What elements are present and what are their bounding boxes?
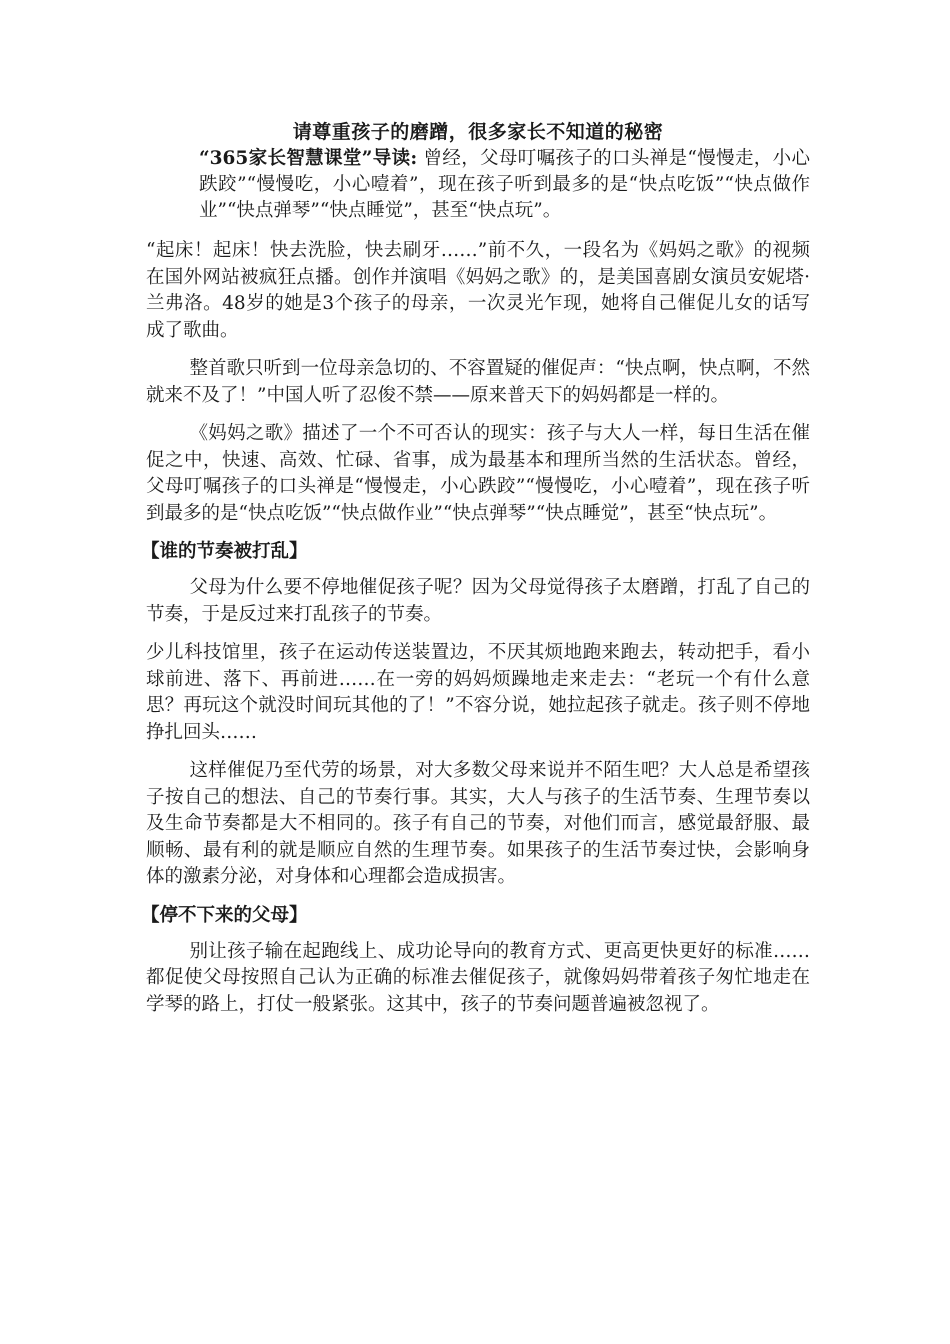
paragraph-7: 别让孩子输在起跑线上、成功论导向的教育方式、更高更快更好的标准……都促使父母按照自己认为正确的标准去催促孩子，就像妈妈带着孩子匆忙地走在学琴的路上，打仗一般紧张。这其中，孩子的节奏问题普遍被忽视了。 [146, 940, 810, 1015]
paragraph-5: 少儿科技馆里，孩子在运动传送装置边，不厌其烦地跑来跑去，转动把手，看小球前进、落下、再前进……在一旁的妈妈烦躁地走来走去：“老玩一个有什么意思？再玩这个就没时间玩其他的了！”不容分说，她拉起孩子就走。孩子则不停地挣扎回头…… [146, 642, 810, 743]
paragraph-2: 整首歌只听到一位母亲急切的、不容置疑的催促声：“快点啊，快点啊，不然就来不及了！”中国人听了忍俊不禁——原来普天下的妈妈都是一样的。 [146, 358, 810, 406]
document-page [141, 118, 811, 1030]
article-title: 请尊重孩子的磨蹭，很多家长不知道的秘密 [292, 121, 664, 143]
section-heading-1: 【谁的节奏被打乱】 [141, 541, 308, 562]
lead-paragraph [146, 146, 810, 224]
lead-first-line [146, 146, 810, 224]
paragraph-4: 父母为什么要不停地催促孩子呢？因为父母觉得孩子太磨蹭，打乱了自己的节奏，于是反过来打乱孩子的节奏。 [146, 577, 810, 625]
lead-text: 曾经，父母叮嘱孩子的口头禅是“慢慢走，小心跌跤”“慢慢吃，小心噎着”，现在孩子听到最多的是“快点吃饭”“快点做作业”“快点弹琴”“快点睡觉”，甚至“快点玩”。 [199, 148, 811, 221]
paragraph-1: “起床！起床！快去洗脸，快去刷牙……”前不久，一段名为《妈妈之歌》的视频在国外网站被疯狂点播。创作并演唱《妈妈之歌》的，是美国喜剧女演员安妮塔·兰弗洛。48岁的她是3个孩子的母亲，一次灵光乍现，她将自己催促儿女的话写成了歌曲。 [146, 240, 810, 341]
paragraph-3: 《妈妈之歌》描述了一个不可否认的现实：孩子与大人一样，每日生活在催促之中，快速、高效、忙碌、省事，成为最基本和理所当然的生活状态。曾经，父母叮嘱孩子的口头禅是“慢慢走，小心跌跤”“慢慢吃，小心噎着”，现在孩子听到最多的是“快点吃饭”“快点做作业”“快点弹琴”“快点睡觉”，甚至“快点玩”。 [146, 423, 810, 524]
lead-label: “365家长智慧课堂”导读: [199, 148, 418, 169]
section-heading-2: 【停不下来的父母】 [141, 904, 308, 926]
paragraph-6: 这样催促乃至代劳的场景，对大多数父母来说并不陌生吧？大人总是希望孩子按自己的想法、自己的节奏行事。其实，大人与孩子的生活节奏、生理节奏以及生命节奏都是大不相同的。孩子有自己的节奏，对他们而言，感觉最舒服、最顺畅、最有利的就是顺应自然的生理节奏。如果孩子的生活节奏过快，会影响身体的激素分泌，对身体和心理都会造成损害。 [146, 760, 810, 887]
